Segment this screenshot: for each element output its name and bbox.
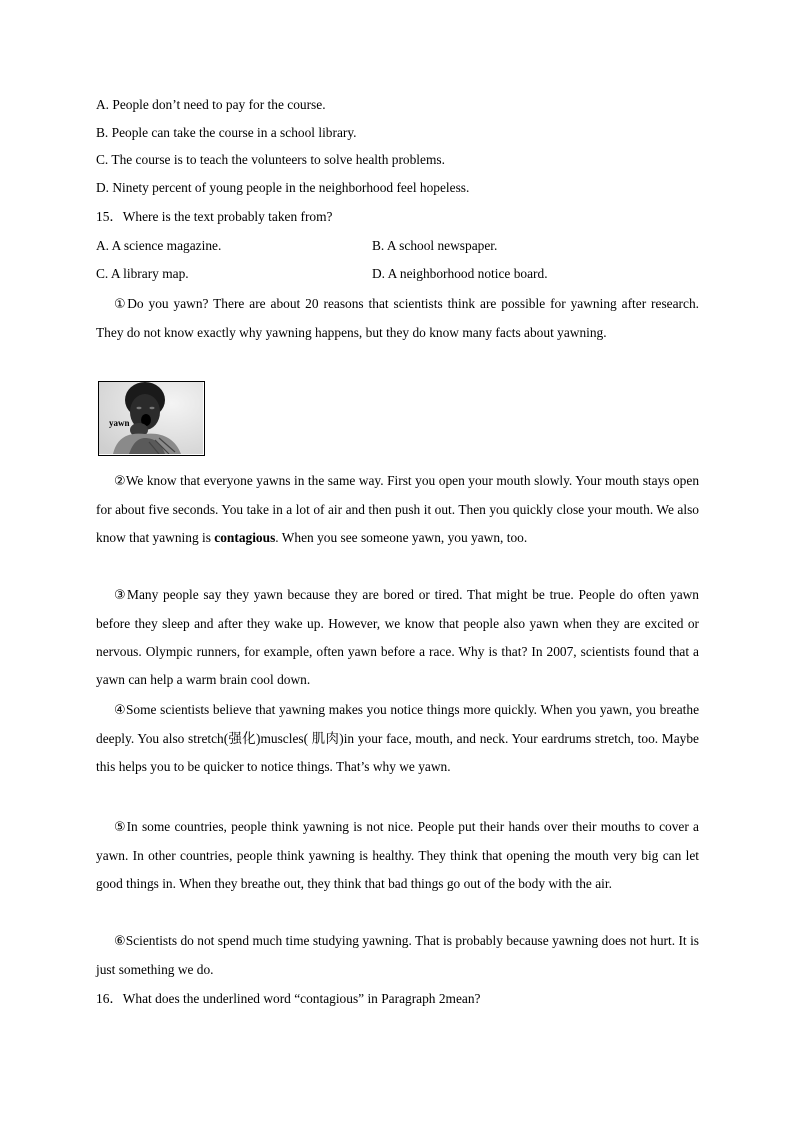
paragraph-6-number: ⑥ [114,934,126,949]
q14-option-c: C. The course is to teach the volunteers to solve health problems. [96,152,445,167]
paragraph-2-number: ② [114,474,126,489]
paragraph-3 [96,581,699,694]
paragraph-6 [96,927,699,984]
q15-options-row-2 [96,265,700,283]
paragraph-4 [96,696,699,781]
q14-option-a: A. People don’t need to pay for the course. [96,97,326,112]
paragraph-1-text: Do you yawn? There are about 20 reasons that scientists think are possible for yawning after research. They do not know exactly why yawning happens, but they do know many facts about yawning. [96,296,700,340]
paragraph-6-text: Scientists do not spend much time studying yawning. That is probably because yawning does not hurt. It is just something we do. [96,933,699,977]
q14-option-d: D. Ninety percent of young people in the neighborhood feel hopeless. [96,180,470,195]
paragraph-3-text: Many people say they yawn because they are bored or tired. That might be true. People do often yawn before they sleep and after they wake up. However, we know that people also yawn when they are excited or nervous. Olympic runners, for example, often yawn before a race. Why is that? In 2007, scientists found that a yawn can help a warm brain cool down. [96,587,700,687]
paragraph-1-number: ① [114,297,128,312]
paragraph-2 [96,467,699,552]
paragraph-5 [96,813,699,898]
paragraph-4-number: ④ [114,703,126,718]
q15-option-b: B. A school newspaper. [372,238,498,253]
q15-option-d: D. A neighborhood notice board. [372,266,548,281]
q14-option-b: B. People can take the course in a school library. [96,125,357,140]
paragraph-5-number: ⑤ [114,820,127,835]
q15-option-a: A. A science magazine. [96,238,222,253]
q15-option-c: C. A library map. [96,266,189,281]
q15-question: 15．Where is the text probably taken from? [96,209,333,224]
q15-options-row-1 [96,237,700,255]
paragraph-5-text: In some countries, people think yawning is not nice. People put their hands over their mouths to cover a yawn. In other countries, people think yawning is healthy. They think that opening the mouth very big can let good things in. When they breathe out, they think that bad things go out of the body with the air. [96,819,700,891]
contagious-keyword: contagious [214,530,276,545]
paragraph-4-text: Some scientists believe that yawning makes you notice things more quickly. When you yawn, you breathe deeply. You also stretch(强化)muscles( 肌肉)in your face, mouth, and neck. Your eardrums stretch, too. Maybe this helps you to be quicker to notice things. That’s why we yawn. [96,702,700,774]
paragraph-2-text-before: We know that everyone yawns in the same way. First you open your mouth slowly. Your mouth stays open for about five seconds. You take in a lot of air and then push it out. Then you quickly close your mouth. We also know that yawning is [96,473,700,545]
yawn-photo-label: yawn [109,418,130,428]
paragraph-1 [96,290,699,347]
paragraph-3-number: ③ [114,588,128,603]
yawn-photo [98,381,205,456]
paragraph-2-text-after: . When you see someone yawn, you yawn, too. [275,530,528,545]
q16-question: 16．What does the underlined word “contagious” in Paragraph 2mean? [96,991,481,1006]
